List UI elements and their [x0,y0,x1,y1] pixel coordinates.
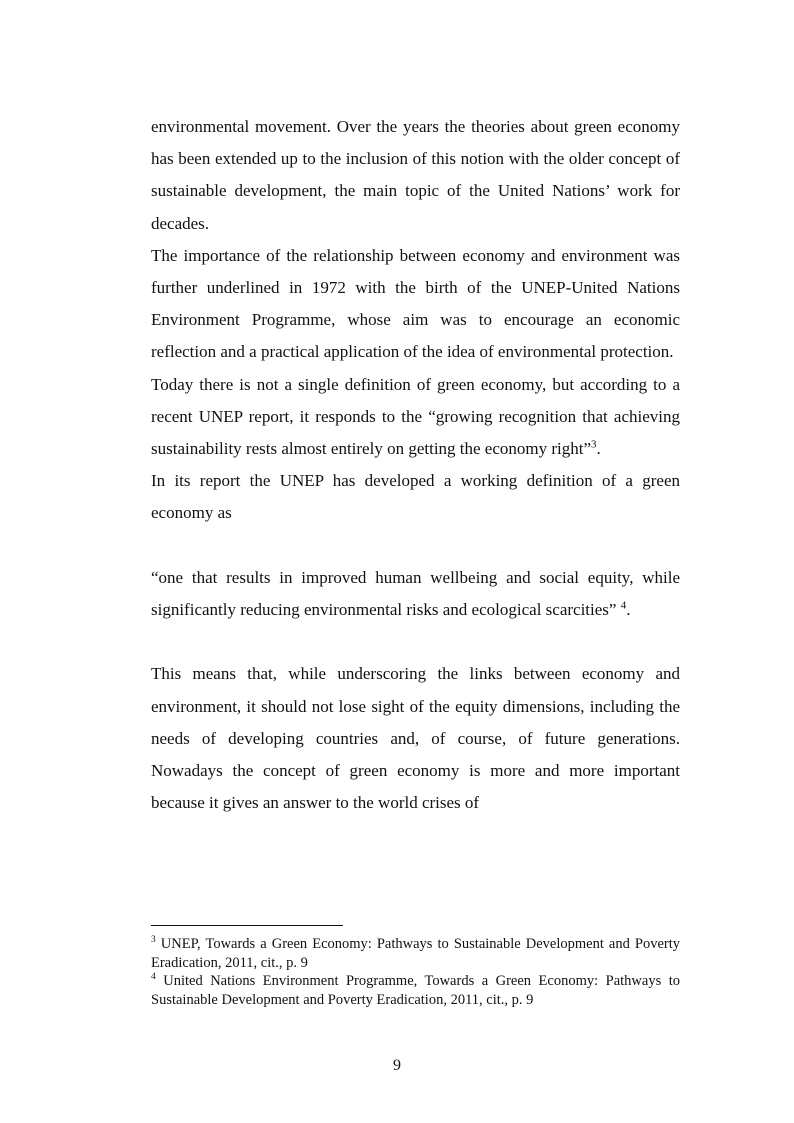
paragraph-definition-quote: “one that results in improved human wellbeing and social equity, while significantly reducing environmental risks and ecological scarcities” $^4$. [151,567,680,620]
footnote-ref-3[interactable]: 3 [591,438,597,451]
paragraph-working-definition-intro: In its report the UNEP has developed a working definition of a green economy as [151,471,680,523]
paragraph-green-economy-origins: environmental movement. Over the years the theories about green economy has been extended up to the inclusion of this notion with the older concept of sustainable development, the main topic of the United Nations’ work for decades. [151,117,680,233]
paragraph-equity-dimensions: This means that, while underscoring the links between economy and environment, it should not lose sight of the equity dimensions, including the needs of developing countries and, of course, of future generations. Nowadays the concept of green economy is more and more important because it gives an answer to the world crises of [151,664,680,813]
footnote-ref-4[interactable]: 4 [620,599,627,612]
page-number: 9 [393,1057,401,1074]
footnote-4: $^4$ United Nations Environment Programme, Towards a Green Economy: Pathways to Sustainable Development and Poverty Eradication, 2011, cit., p. 9 [151,972,680,1008]
body-text [151,111,680,819]
footnotes [151,935,680,1009]
footnote-separator [151,925,343,926]
paragraph-unep-birth: The importance of the relationship between economy and environment was further underlined in 1972 with the birth of the UNEP-United Nations Environment Programme, whose aim was to encourage an economic reflection and a practical application of the idea of environmental protection. [151,245,680,362]
footnote-3: $^3$ UNEP, Towards a Green Economy: Pathways to Sustainable Development and Poverty Eradication, 2011, cit., p. 9 [151,935,680,971]
footnote-number: 3 [151,935,156,946]
paragraph-definition-context: Today there is not a single definition of green economy, but according to a recent UNEP report, it responds to the “growing recognition that achieving sustainability rests almost entirely on getting the economy right”$^3$. [151,374,680,459]
footnote-number: 4 [151,972,156,983]
